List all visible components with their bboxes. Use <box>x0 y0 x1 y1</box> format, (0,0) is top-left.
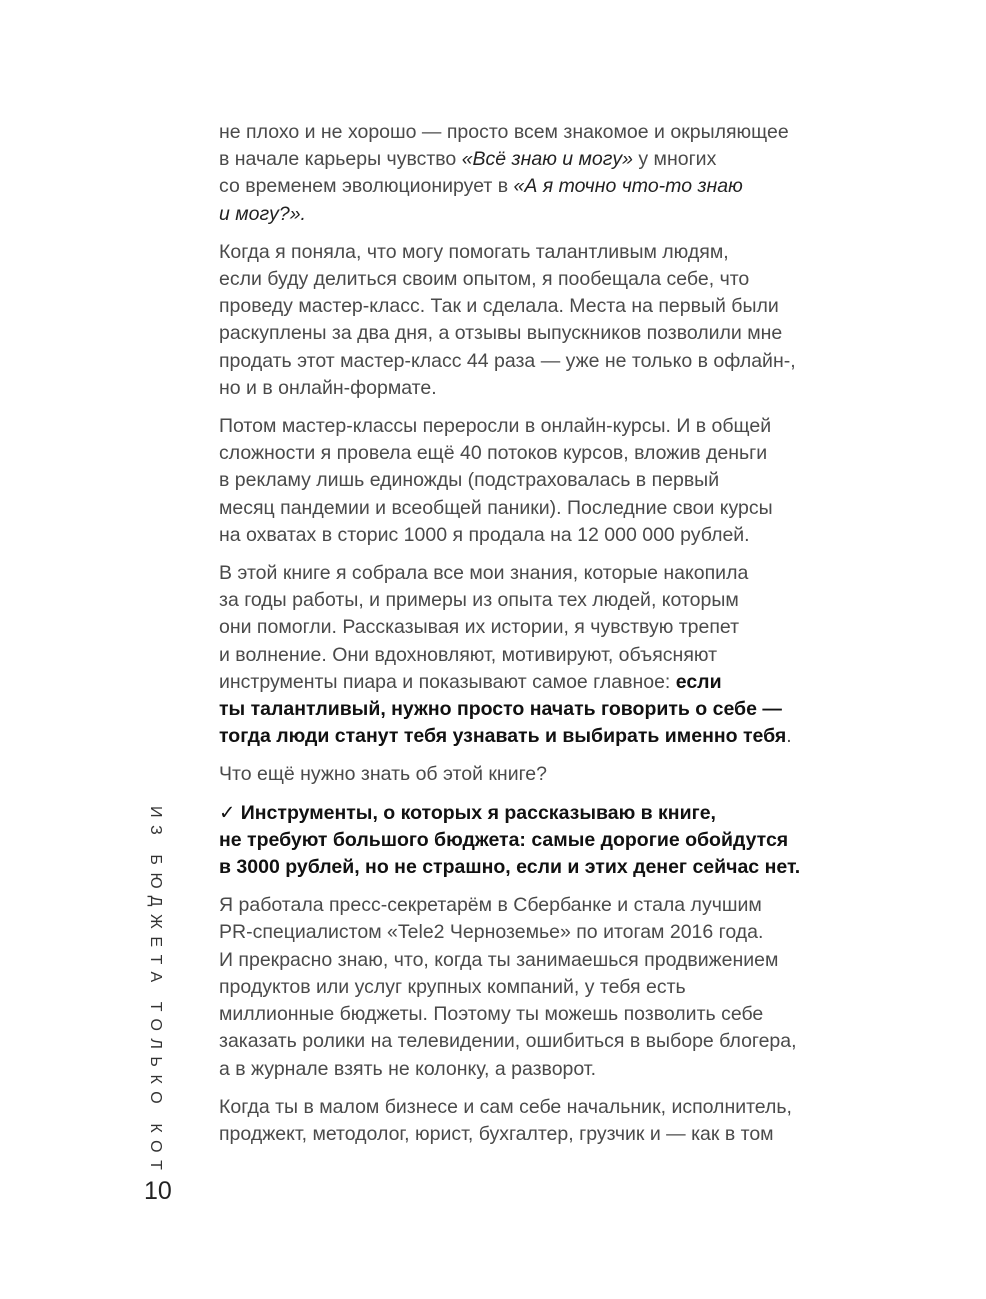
text-line <box>219 669 879 696</box>
text-run: на охватах в сторис 1000 я продала на 12 000 000 рублей. <box>219 523 750 546</box>
text-run: проджект, методолог, юрист, бухгалтер, грузчик и — как в том <box>219 1122 774 1145</box>
text-line <box>219 642 879 669</box>
text-line <box>219 173 879 200</box>
text-line <box>219 1056 879 1083</box>
page-number: 10 <box>144 1177 172 1205</box>
paragraph <box>219 119 879 228</box>
paragraph <box>219 761 879 788</box>
text-run: миллионные бюджеты. Поэтому ты можешь позволить себе <box>219 1003 764 1026</box>
text-line <box>219 1028 879 1055</box>
text-run: В этой книге я собрала все мои знания, которые накопила <box>219 562 749 585</box>
text-run: у многих <box>632 148 717 171</box>
text-line <box>219 761 879 788</box>
paragraph <box>219 413 879 549</box>
text-line <box>219 495 879 522</box>
text-run: за годы работы, и примеры из опыта тех людей, которым <box>219 589 739 612</box>
text-line <box>219 146 879 173</box>
text-run: инструменты пиара и показывают самое главное: <box>219 670 676 693</box>
italic-text: и могу?». <box>219 202 306 225</box>
text-run: сложности я провела ещё 40 потоков курсов, вложив деньги <box>219 442 768 465</box>
text-line <box>219 320 879 347</box>
text-run: проведу мастер-класс. Так и сделала. Места на первый были <box>219 295 779 318</box>
text-line <box>219 348 879 375</box>
text-run: но и в онлайн-формате. <box>219 376 437 399</box>
text-run: Я работала пресс-секретарём в Сбербанке и стала лучшим <box>219 894 762 917</box>
text-run: они помогли. Рассказывая их истории, я чувствую трепет <box>219 616 740 639</box>
text-line <box>219 1001 879 1028</box>
text-line <box>219 467 879 494</box>
text-run: раскуплены за два дня, а отзывы выпускников позволили мне <box>219 322 783 345</box>
text-line <box>219 119 879 146</box>
text-line <box>219 1121 879 1148</box>
paragraph <box>219 800 879 882</box>
paragraph <box>219 560 879 750</box>
text-run: . <box>786 725 792 748</box>
text-run: в рекламу лишь единожды (подстраховалась в первый <box>219 469 720 492</box>
text-run: со временем эволюционирует в <box>219 175 514 198</box>
text-run: в начале карьеры чувство <box>219 148 462 171</box>
text-run: не требуют большого бюджета: самые дорогие обойдутся <box>219 828 789 851</box>
text-line <box>219 413 879 440</box>
text-line <box>219 266 879 293</box>
text-run: заказать ролики на телевидении, ошибиться в выборе блогера, <box>219 1030 797 1053</box>
text-run: ✓ Инструменты, о которых я рассказываю в книге, <box>219 801 716 824</box>
body-text <box>219 119 879 1159</box>
text-line <box>219 201 879 228</box>
text-line <box>219 919 879 946</box>
text-run: Что ещё нужно знать об этой книге? <box>219 763 547 786</box>
text-line <box>219 854 879 881</box>
bold-text: тогда люди станут тебя узнавать и выбирать именно тебя <box>219 725 787 748</box>
text-line <box>219 974 879 1001</box>
text-run: Когда я поняла, что могу помогать талантливым людям, <box>219 240 729 263</box>
text-line <box>219 696 879 723</box>
text-line <box>219 293 879 320</box>
text-line <box>219 827 879 854</box>
text-run: месяц пандемии и всеобщей паники). Последние свои курсы <box>219 496 773 519</box>
italic-text: «Всё знаю и могу» <box>461 148 633 171</box>
text-line <box>219 440 879 467</box>
text-line <box>219 375 879 402</box>
text-run: продать этот мастер-класс 44 раза — уже не только в офлайн-, <box>219 349 796 372</box>
running-head: ИЗ БЮДЖЕТА ТОЛЬКО КОТ <box>147 806 164 1178</box>
text-line <box>219 239 879 266</box>
bold-text: ты талантливый, нужно просто начать говорить о себе — <box>219 698 782 721</box>
italic-text: «А я точно что-то знаю <box>513 175 743 198</box>
text-line <box>219 892 879 919</box>
text-run: И прекрасно знаю, что, когда ты занимаешься продвижением <box>219 948 779 971</box>
paragraph <box>219 892 879 1082</box>
text-run: Потом мастер-классы переросли в онлайн-курсы. И в общей <box>219 415 772 438</box>
text-line <box>219 1094 879 1121</box>
text-run: а в журнале взять не колонку, а разворот. <box>219 1057 596 1080</box>
text-line <box>219 947 879 974</box>
bold-text: если <box>675 670 722 693</box>
text-run: продуктов или услуг крупных компаний, у тебя есть <box>219 975 686 998</box>
text-run: Когда ты в малом бизнесе и сам себе начальник, исполнитель, <box>219 1095 792 1118</box>
text-run: PR-специалистом «Tele2 Черноземье» по итогам 2016 года. <box>219 921 764 944</box>
text-run: в 3000 рублей, но не страшно, если и этих денег сейчас нет. <box>219 856 801 879</box>
text-line <box>219 522 879 549</box>
paragraph <box>219 1094 879 1148</box>
text-run: если буду делиться своим опытом, я пообещала себе, что <box>219 268 750 291</box>
text-line <box>219 560 879 587</box>
text-line <box>219 614 879 641</box>
paragraph <box>219 239 879 402</box>
text-run: и волнение. Они вдохновляют, мотивируют, объясняют <box>219 643 718 666</box>
text-line <box>219 723 879 750</box>
text-line <box>219 587 879 614</box>
text-line <box>219 800 879 827</box>
text-run: не плохо и не хорошо — просто всем знакомое и окрыляющее <box>219 121 789 143</box>
